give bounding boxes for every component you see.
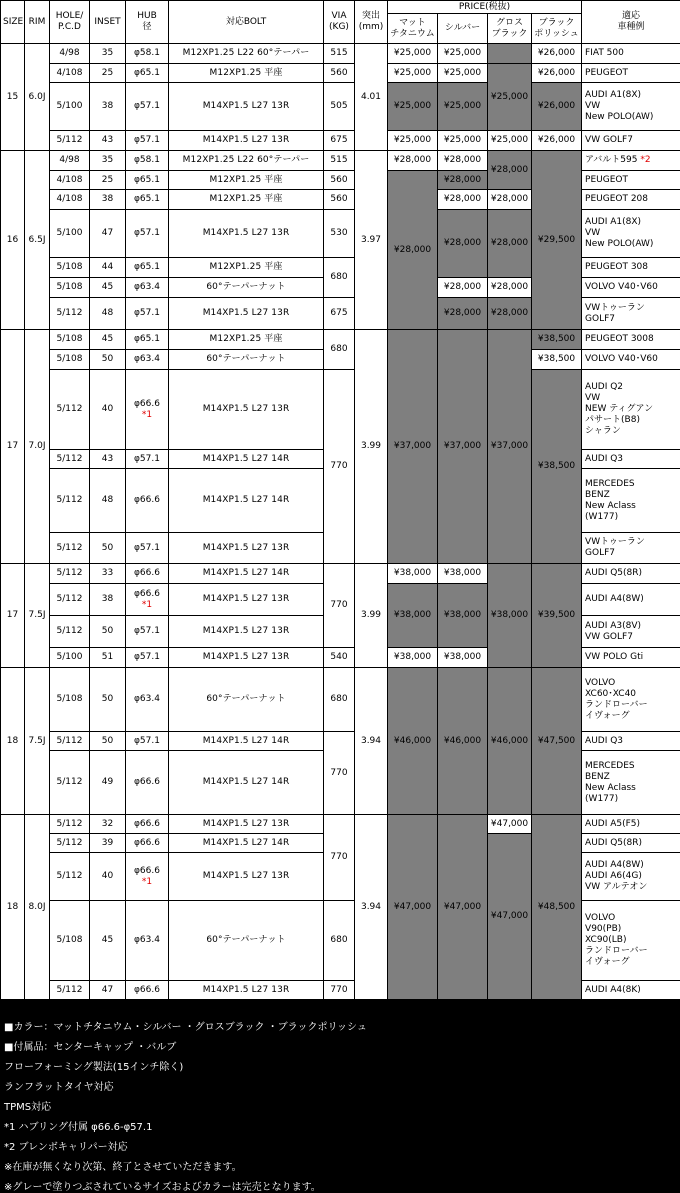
- price-gloss-soldout: ¥25,000: [488, 64, 532, 131]
- car-cell: AUDI A4(8W): [582, 584, 680, 616]
- col-rim: RIM: [25, 1, 50, 44]
- pcd-cell: 5/108: [50, 668, 90, 732]
- bolt-cell: M14XP1.5 L27 13R: [169, 210, 324, 258]
- notes-panel: [0, 1010, 680, 1190]
- car-cell: AUDI Q5(8R): [582, 564, 680, 584]
- note-tpms: TPMS対応: [4, 1098, 51, 1113]
- bolt-cell: M12XP1.25 平座: [169, 64, 324, 83]
- inset-cell: 48: [90, 298, 126, 330]
- price-silver-soldout: ¥28,000: [438, 210, 488, 278]
- bolt-cell: M14XP1.5 L27 13R: [169, 83, 324, 131]
- size-cell: 15: [1, 44, 25, 151]
- car-cell: MERCEDES BENZ New Aclass (W177): [582, 469, 680, 533]
- col-black-polish: ブラック ポリッシュ: [532, 14, 582, 44]
- car-cell: VOLVO XC60･XC40 ランドローバー イヴォーグ: [582, 668, 680, 732]
- pcd-cell: 5/112: [50, 131, 90, 151]
- bolt-cell: M14XP1.5 L27 13R: [169, 584, 324, 616]
- table-row: [1, 131, 680, 151]
- pcd-cell: 4/108: [50, 171, 90, 190]
- pcd-cell: 5/112: [50, 834, 90, 853]
- bolt-cell: M14XP1.5 L27 13R: [169, 298, 324, 330]
- price-polish-soldout: ¥29,500: [532, 151, 582, 330]
- pcd-cell: 5/108: [50, 258, 90, 278]
- bolt-cell: M14XP1.5 L27 14R: [169, 564, 324, 584]
- pcd-cell: 4/98: [50, 44, 90, 64]
- offset-cell: 3.99: [355, 330, 388, 564]
- pcd-cell: 5/112: [50, 616, 90, 648]
- inset-cell: 50: [90, 668, 126, 732]
- bolt-cell: 60°テーパーナット: [169, 901, 324, 981]
- via-cell: 560: [324, 171, 355, 190]
- price-silver: ¥28,000: [438, 190, 488, 210]
- note-soldout: ※グレーで塗りつぶされているサイズおよびカラーは完売となります。: [4, 1178, 321, 1193]
- inset-cell: 35: [90, 44, 126, 64]
- car-cell: PEUGEOT: [582, 64, 680, 83]
- price-gloss-soldout: ¥28,000: [488, 298, 532, 330]
- pcd-cell: 5/100: [50, 648, 90, 668]
- hub-cell: φ65.1: [126, 258, 169, 278]
- inset-cell: 50: [90, 732, 126, 751]
- price-silver: ¥25,000: [438, 131, 488, 151]
- price-gloss-soldout: [488, 44, 532, 64]
- inset-cell: 50: [90, 616, 126, 648]
- price-matte-soldout: ¥28,000: [388, 171, 438, 330]
- pcd-cell: 5/112: [50, 981, 90, 1000]
- price-polish-soldout: ¥47,500: [532, 668, 582, 815]
- note-flow-forming: フローフォーミング製法(15インチ除く): [4, 1058, 183, 1073]
- pcd-cell: 5/112: [50, 853, 90, 901]
- price-gloss-soldout: ¥37,000: [488, 330, 532, 564]
- price-polish-soldout: ¥38,500: [532, 330, 582, 350]
- pcd-cell: 5/112: [50, 815, 90, 834]
- price-polish: ¥26,000: [532, 131, 582, 151]
- size-cell: 18: [1, 668, 25, 815]
- price-silver: ¥38,000: [438, 564, 488, 584]
- hub-cell: φ63.4: [126, 668, 169, 732]
- bolt-cell: M14XP1.5 L27 13R: [169, 370, 324, 450]
- table-row: [1, 151, 680, 171]
- via-cell: 560: [324, 190, 355, 210]
- rim-cell: 6.5J: [25, 151, 50, 330]
- col-car: 適応 車種例: [582, 1, 680, 44]
- price-silver-soldout: ¥38,000: [438, 584, 488, 648]
- price-silver: ¥25,000: [438, 64, 488, 83]
- inset-cell: 32: [90, 815, 126, 834]
- price-gloss: ¥28,000: [488, 190, 532, 210]
- price-gloss-soldout: ¥47,000: [488, 834, 532, 1000]
- pcd-cell: 4/108: [50, 190, 90, 210]
- inset-cell: 48: [90, 469, 126, 533]
- rim-cell: 7.5J: [25, 668, 50, 815]
- via-cell: 515: [324, 44, 355, 64]
- pcd-cell: 5/100: [50, 210, 90, 258]
- offset-cell: 3.97: [355, 151, 388, 330]
- via-cell: 530: [324, 210, 355, 258]
- car-cell: AUDI Q3: [582, 450, 680, 469]
- bolt-cell: M14XP1.5 L27 14R: [169, 751, 324, 815]
- col-matte-titanium: マット チタニウム: [388, 14, 438, 44]
- inset-cell: 35: [90, 151, 126, 171]
- inset-cell: 40: [90, 370, 126, 450]
- inset-cell: 38: [90, 190, 126, 210]
- rim-cell: 6.0J: [25, 44, 50, 151]
- via-cell: 675: [324, 131, 355, 151]
- pcd-cell: 5/108: [50, 278, 90, 298]
- hub-cell: φ66.6: [126, 564, 169, 584]
- price-matte: ¥25,000: [388, 64, 438, 83]
- bolt-cell: M12XP1.25 平座: [169, 190, 324, 210]
- car-cell: VW GOLF7: [582, 131, 680, 151]
- via-cell: 540: [324, 648, 355, 668]
- via-cell: 515: [324, 151, 355, 171]
- car-cell: アバルト595 *2: [582, 151, 680, 171]
- col-bolt: 対応BOLT: [169, 1, 324, 44]
- bolt-cell: M14XP1.5 L27 13R: [169, 981, 324, 1000]
- price-matte-soldout: ¥25,000: [388, 83, 438, 131]
- inset-cell: 38: [90, 584, 126, 616]
- price-silver-soldout: ¥28,000: [438, 171, 488, 190]
- via-cell: 505: [324, 83, 355, 131]
- inset-cell: 25: [90, 64, 126, 83]
- car-cell: AUDI A3(8V) VW GOLF7: [582, 616, 680, 648]
- car-cell: PEUGEOT: [582, 171, 680, 190]
- offset-cell: 3.94: [355, 668, 388, 815]
- inset-cell: 47: [90, 981, 126, 1000]
- pcd-cell: 5/112: [50, 584, 90, 616]
- pcd-cell: 5/100: [50, 83, 90, 131]
- price-polish: ¥26,000: [532, 44, 582, 64]
- price-polish-soldout: ¥48,500: [532, 815, 582, 1000]
- hub-cell: φ58.1: [126, 44, 169, 64]
- note-marker: *2: [640, 155, 650, 165]
- note-marker: *1: [128, 877, 166, 888]
- hub-cell: φ66.6: [126, 981, 169, 1000]
- via-cell: 675: [324, 298, 355, 330]
- bolt-cell: M12XP1.25 L22 60°テーパー: [169, 44, 324, 64]
- inset-cell: 49: [90, 751, 126, 815]
- inset-cell: 45: [90, 330, 126, 350]
- table-row: [1, 83, 680, 131]
- pcd-cell: 5/112: [50, 751, 90, 815]
- car-cell: VWトゥーラン GOLF7: [582, 298, 680, 330]
- car-cell: VOLVO V40･V60: [582, 350, 680, 370]
- table-row: [1, 64, 680, 83]
- inset-cell: 39: [90, 834, 126, 853]
- note-colors: ■カラー：マットチタニウム・シルバー ・グロスブラック ・ブラックポリッシュ: [4, 1018, 367, 1033]
- car-cell: AUDI A4(8K): [582, 981, 680, 1000]
- inset-cell: 40: [90, 853, 126, 901]
- bolt-cell: M14XP1.5 L27 13R: [169, 853, 324, 901]
- car-cell: PEUGEOT 308: [582, 258, 680, 278]
- inset-cell: 44: [90, 258, 126, 278]
- price-silver-soldout: ¥37,000: [438, 330, 488, 564]
- hub-cell: φ66.6: [126, 751, 169, 815]
- price-polish-soldout: ¥26,000: [532, 83, 582, 131]
- price-silver: ¥28,000: [438, 151, 488, 171]
- price-gloss: ¥28,000: [488, 278, 532, 298]
- car-cell: VWトゥーラン GOLF7: [582, 533, 680, 564]
- bolt-cell: M12XP1.25 平座: [169, 171, 324, 190]
- note-stock: ※在庫が無くなり次第、終了とさせていただきます。: [4, 1158, 242, 1173]
- price-silver: ¥28,000: [438, 278, 488, 298]
- price-polish: ¥26,000: [532, 64, 582, 83]
- via-cell: 680: [324, 668, 355, 732]
- hub-cell: φ66.6 *1: [126, 370, 169, 450]
- price-matte-soldout: ¥37,000: [388, 330, 438, 564]
- via-cell: 680: [324, 901, 355, 981]
- hub-cell: φ63.4: [126, 278, 169, 298]
- col-via: VIA (KG): [324, 1, 355, 44]
- hub-cell: φ57.1: [126, 616, 169, 648]
- inset-cell: 33: [90, 564, 126, 584]
- bolt-cell: M12XP1.25 平座: [169, 258, 324, 278]
- hub-cell: φ63.4: [126, 901, 169, 981]
- rim-cell: 7.5J: [25, 564, 50, 668]
- inset-cell: 45: [90, 278, 126, 298]
- inset-cell: 45: [90, 901, 126, 981]
- hub-cell: φ66.6: [126, 815, 169, 834]
- offset-cell: 3.99: [355, 564, 388, 668]
- price-matte-soldout: ¥46,000: [388, 668, 438, 815]
- table-row: [1, 370, 680, 450]
- bolt-cell: M14XP1.5 L27 14R: [169, 834, 324, 853]
- price-matte: ¥38,000: [388, 648, 438, 668]
- bolt-cell: M12XP1.25 L22 60°テーパー: [169, 151, 324, 171]
- hub-cell: φ63.4: [126, 350, 169, 370]
- price-silver: ¥38,000: [438, 648, 488, 668]
- car-cell: PEUGEOT 208: [582, 190, 680, 210]
- car-cell: AUDI A1(8X) VW New POLO(AW): [582, 83, 680, 131]
- pcd-cell: 5/112: [50, 732, 90, 751]
- car-cell: AUDI Q3: [582, 732, 680, 751]
- price-polish: ¥38,500: [532, 350, 582, 370]
- hub-cell: φ57.1: [126, 732, 169, 751]
- pcd-cell: 5/108: [50, 330, 90, 350]
- hub-cell: φ66.6: [126, 834, 169, 853]
- table-row: [1, 564, 680, 584]
- inset-cell: 47: [90, 210, 126, 258]
- car-cell: FIAT 500: [582, 44, 680, 64]
- note-brembo: *2 ブレンボキャリパー対応: [4, 1138, 128, 1153]
- col-hub: HUB 径: [126, 1, 169, 44]
- price-polish-soldout: ¥39,500: [532, 564, 582, 668]
- price-gloss: ¥25,000: [488, 131, 532, 151]
- car-cell: VW POLO Gti: [582, 648, 680, 668]
- pcd-cell: 5/108: [50, 901, 90, 981]
- inset-cell: 50: [90, 533, 126, 564]
- bolt-cell: M14XP1.5 L27 13R: [169, 648, 324, 668]
- bolt-cell: M14XP1.5 L27 13R: [169, 815, 324, 834]
- via-cell: 770: [324, 815, 355, 901]
- via-cell: 770: [324, 370, 355, 564]
- hub-cell: φ66.6: [126, 469, 169, 533]
- col-price: PRICE(税抜): [388, 1, 582, 14]
- note-marker: *1: [128, 410, 166, 421]
- note-accessories: ■付属品：センターキャップ ・バルブ: [4, 1038, 176, 1053]
- inset-cell: 43: [90, 450, 126, 469]
- pcd-cell: 4/98: [50, 151, 90, 171]
- via-cell: 680: [324, 258, 355, 298]
- pcd-cell: 5/112: [50, 450, 90, 469]
- hub-cell: φ66.6 *1: [126, 853, 169, 901]
- hub-cell: φ57.1: [126, 131, 169, 151]
- col-size: SIZE: [1, 1, 25, 44]
- bolt-cell: 60°テーパーナット: [169, 278, 324, 298]
- via-cell: 770: [324, 564, 355, 648]
- hub-cell: φ57.1: [126, 450, 169, 469]
- hub-cell: φ65.1: [126, 330, 169, 350]
- hub-cell: φ65.1: [126, 190, 169, 210]
- car-cell: VOLVO V90(PB) XC90(LB) ランドローバー イヴォーグ: [582, 901, 680, 981]
- inset-cell: 51: [90, 648, 126, 668]
- bolt-cell: 60°テーパーナット: [169, 350, 324, 370]
- pcd-cell: 5/112: [50, 564, 90, 584]
- note-hubring: *1 ハブリング付属 φ66.6-φ57.1: [4, 1118, 152, 1133]
- price-gloss-soldout: ¥28,000: [488, 210, 532, 278]
- col-inset: INSET: [90, 1, 126, 44]
- col-hole-pcd: HOLE/ P.C.D: [50, 1, 90, 44]
- via-cell: 560: [324, 64, 355, 83]
- price-matte: ¥28,000: [388, 151, 438, 171]
- hub-cell: φ65.1: [126, 64, 169, 83]
- price-gloss-soldout: ¥28,000: [488, 151, 532, 190]
- bolt-cell: 60°テーパーナット: [169, 668, 324, 732]
- price-silver: ¥25,000: [438, 44, 488, 64]
- pcd-cell: 5/112: [50, 469, 90, 533]
- car-cell: AUDI Q5(8R): [582, 834, 680, 853]
- bolt-cell: M14XP1.5 L27 13R: [169, 131, 324, 151]
- inset-cell: 38: [90, 83, 126, 131]
- bolt-cell: M14XP1.5 L27 14R: [169, 469, 324, 533]
- price-silver-soldout: ¥47,000: [438, 815, 488, 1000]
- car-cell: AUDI A1(8X) VW New POLO(AW): [582, 210, 680, 258]
- offset-cell: 4.01: [355, 44, 388, 151]
- rim-cell: 8.0J: [25, 815, 50, 1000]
- bolt-cell: M14XP1.5 L27 13R: [169, 616, 324, 648]
- price-gloss-soldout: ¥38,000: [488, 564, 532, 668]
- bolt-cell: M14XP1.5 L27 13R: [169, 533, 324, 564]
- price-matte: ¥25,000: [388, 44, 438, 64]
- size-cell: 17: [1, 330, 25, 564]
- via-cell: 770: [324, 981, 355, 1000]
- table-row: [1, 330, 680, 350]
- price-matte: ¥25,000: [388, 131, 438, 151]
- col-offset: 突出 (mm): [355, 1, 388, 44]
- hub-cell: φ66.6 *1: [126, 584, 169, 616]
- bolt-cell: M12XP1.25 平座: [169, 330, 324, 350]
- bolt-cell: M14XP1.5 L27 14R: [169, 450, 324, 469]
- price-silver-soldout: ¥46,000: [438, 668, 488, 815]
- car-cell: PEUGEOT 3008: [582, 330, 680, 350]
- price-silver-soldout: ¥25,000: [438, 83, 488, 131]
- table-row: [1, 668, 680, 732]
- table-row: [1, 44, 680, 64]
- car-cell: AUDI Q2 VW NEW ティグアン パサート(B8) シャラン: [582, 370, 680, 450]
- bolt-cell: M14XP1.5 L27 14R: [169, 732, 324, 751]
- price-matte-soldout: ¥38,000: [388, 584, 438, 648]
- size-cell: 17: [1, 564, 25, 668]
- rim-cell: 7.0J: [25, 330, 50, 564]
- price-silver-soldout: ¥28,000: [438, 298, 488, 330]
- offset-cell: 3.94: [355, 815, 388, 1000]
- size-cell: 18: [1, 815, 25, 1000]
- hub-cell: φ57.1: [126, 83, 169, 131]
- inset-cell: 50: [90, 350, 126, 370]
- size-cell: 16: [1, 151, 25, 330]
- car-cell: VOLVO V40･V60: [582, 278, 680, 298]
- car-cell: AUDI A5(F5): [582, 815, 680, 834]
- hub-cell: φ57.1: [126, 210, 169, 258]
- note-runflat: ランフラットタイヤ対応: [4, 1078, 114, 1093]
- price-gloss: ¥47,000: [488, 815, 532, 834]
- inset-cell: 25: [90, 171, 126, 190]
- price-matte-soldout: ¥47,000: [388, 815, 438, 1000]
- col-silver: シルバー: [438, 14, 488, 44]
- pcd-cell: 5/112: [50, 533, 90, 564]
- hub-cell: φ57.1: [126, 298, 169, 330]
- note-marker: *1: [128, 600, 166, 611]
- col-gloss-black: グロス ブラック: [488, 14, 532, 44]
- pcd-cell: 4/108: [50, 64, 90, 83]
- pcd-cell: 5/112: [50, 370, 90, 450]
- hub-cell: φ57.1: [126, 648, 169, 668]
- price-gloss-soldout: ¥46,000: [488, 668, 532, 815]
- car-cell: AUDI A4(8W) AUDI A6(4G) VW アルテオン: [582, 853, 680, 901]
- via-cell: 770: [324, 732, 355, 815]
- via-cell: 680: [324, 330, 355, 370]
- hub-cell: φ58.1: [126, 151, 169, 171]
- hub-cell: φ65.1: [126, 171, 169, 190]
- pcd-cell: 5/108: [50, 350, 90, 370]
- pcd-cell: 5/112: [50, 298, 90, 330]
- car-cell: MERCEDES BENZ New Aclass (W177): [582, 751, 680, 815]
- price-matte: ¥38,000: [388, 564, 438, 584]
- inset-cell: 43: [90, 131, 126, 151]
- price-polish-soldout: ¥38,500: [532, 370, 582, 564]
- hub-cell: φ57.1: [126, 533, 169, 564]
- table-row: [1, 815, 680, 834]
